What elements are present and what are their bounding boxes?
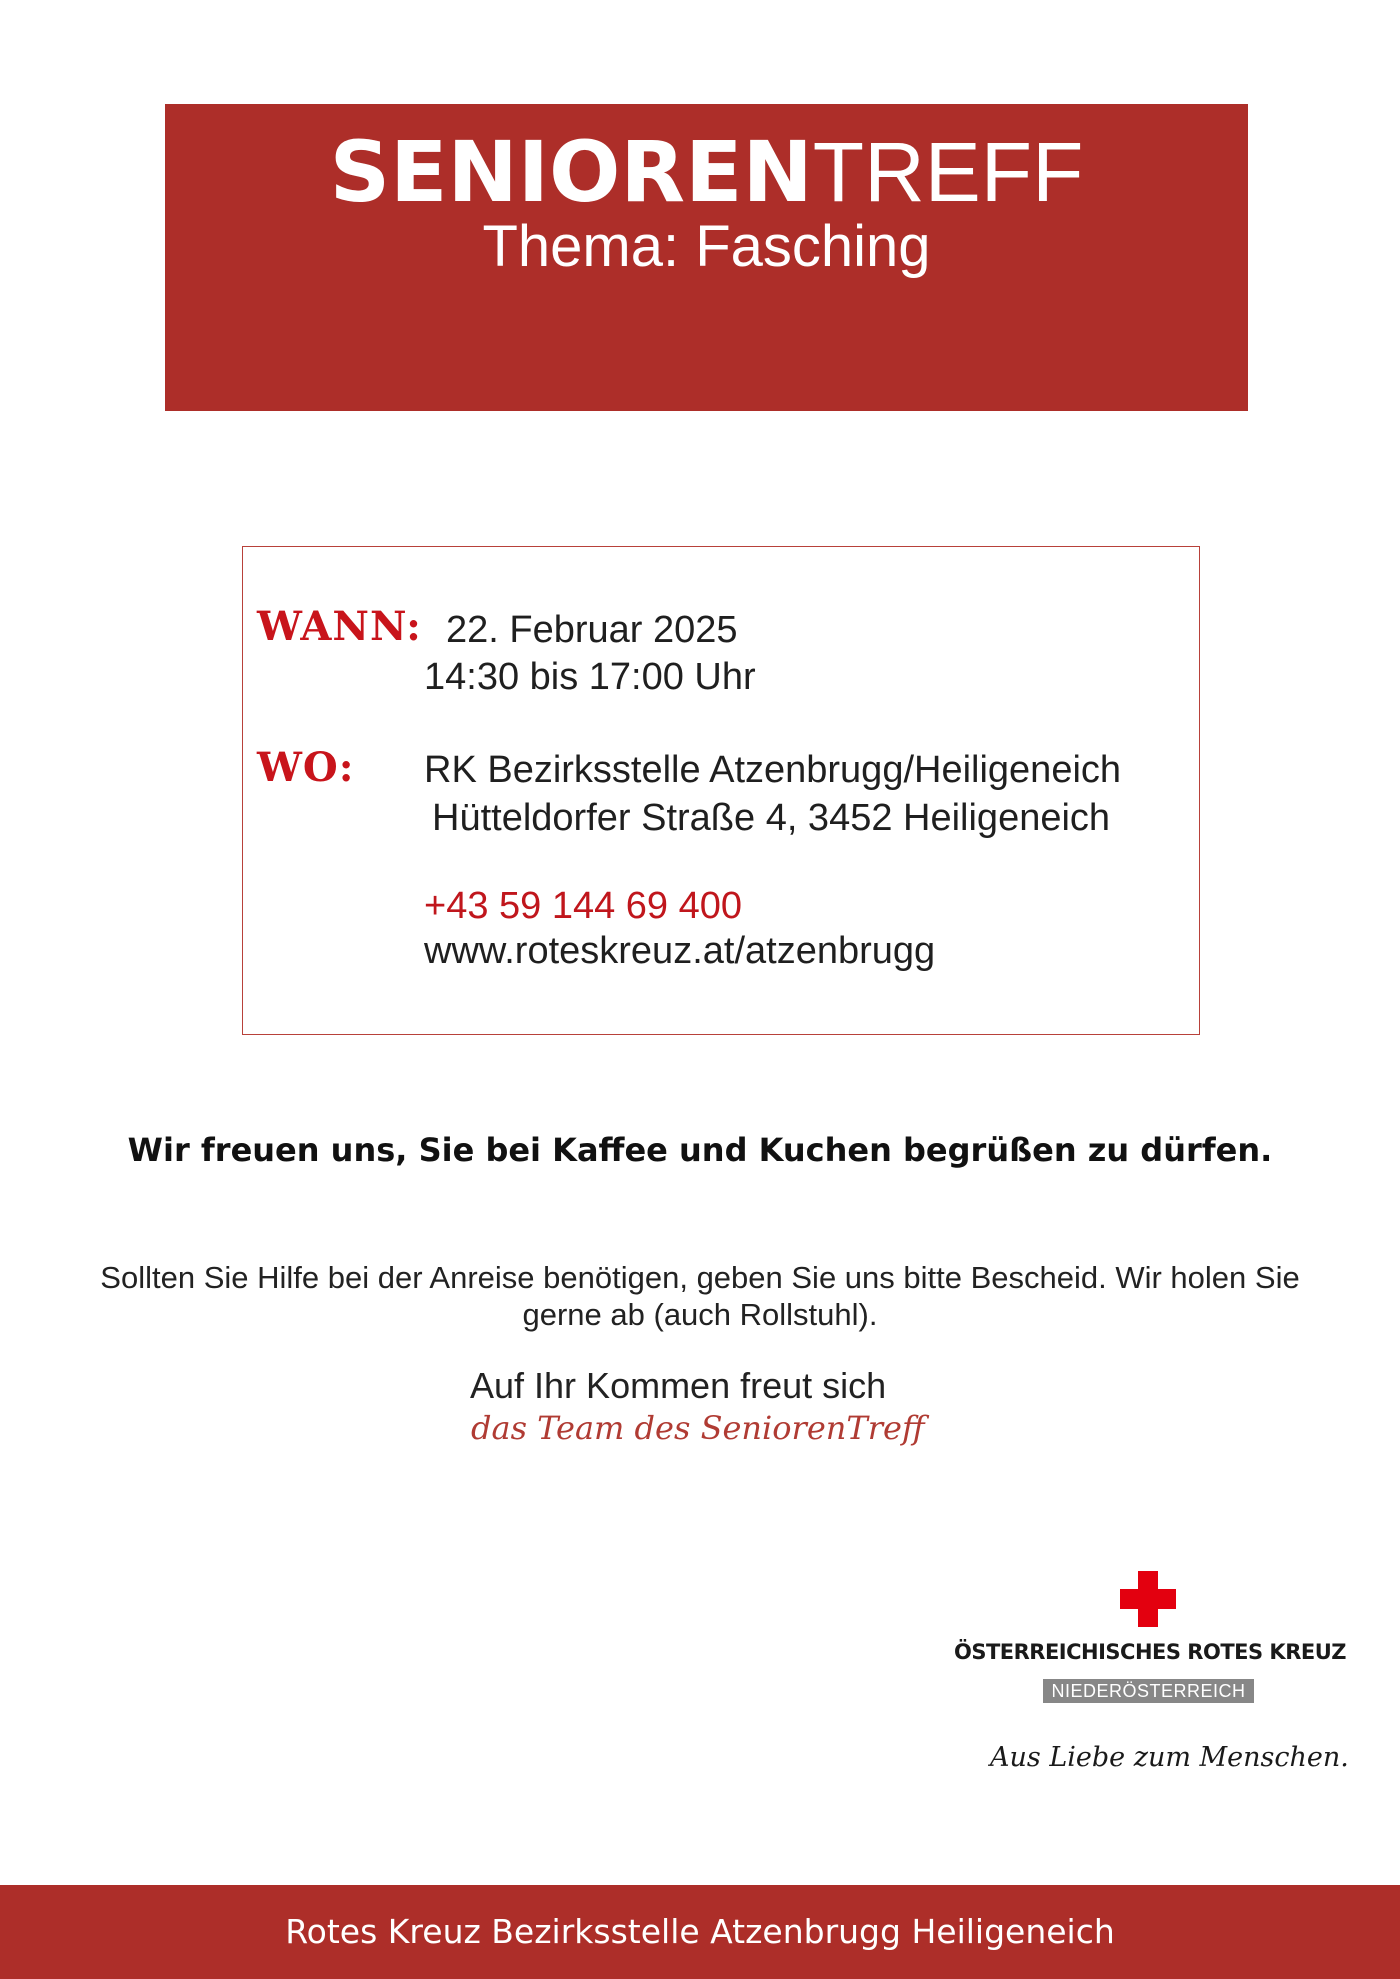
where-label: WO: [257,744,355,791]
when-label: WANN: [257,603,422,650]
footer-text: Rotes Kreuz Bezirksstelle Atzenbrugg Heiligeneich [285,1912,1115,1951]
closing-line: Auf Ihr Kommen freut sich [470,1365,887,1406]
logo-region-badge: NIEDERÖSTERREICH [1043,1679,1254,1703]
logo-organization-name: ÖSTERREICHISCHES ROTES KREUZ [953,1640,1347,1664]
team-signature: das Team des SeniorenTreff [471,1409,925,1447]
title-bold-part: SENIOREN [329,123,813,221]
phone-number[interactable]: +43 59 144 69 400 [424,885,743,927]
page-title [165,122,1248,222]
event-address: Hütteldorfer Straße 4, 3452 Heiligeneich [432,797,1111,839]
red-cross-icon [1120,1571,1176,1627]
theme-subtitle: Thema: Fasching [482,214,931,279]
event-time: 14:30 bis 17:00 Uhr [424,656,756,698]
website-link[interactable]: www.roteskreuz.at/atzenbrugg [424,930,936,972]
event-info-box [242,546,1200,1035]
title-light-part: TREFF [812,125,1084,219]
welcome-message: Wir freuen uns, Sie bei Kaffee und Kuchen begrüßen zu dürfen. [127,1131,1273,1169]
event-location: RK Bezirksstelle Atzenbrugg/Heiligeneich [424,749,1122,791]
header-banner [165,104,1248,411]
logo-slogan: Aus Liebe zum Menschen. [990,1742,1349,1773]
help-message: Sollten Sie Hilfe bei der Anreise benötigen, geben Sie uns bitte Bescheid. Wir holen Sie gerne ab (auch Rollstuhl). [100,1260,1300,1332]
event-date: 22. Februar 2025 [446,609,738,651]
footer-bar [0,1885,1400,1979]
